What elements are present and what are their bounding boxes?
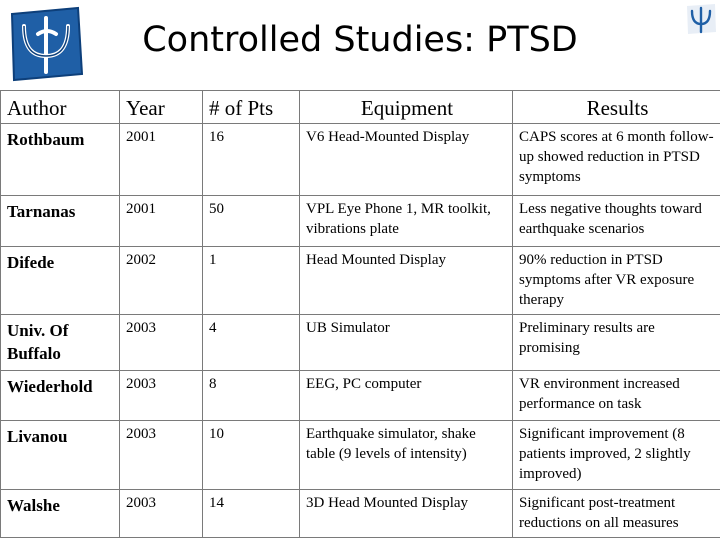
cell-author: Univ. Of Buffalo — [1, 315, 120, 371]
cell-pts: 8 — [203, 371, 300, 421]
cell-year: 2002 — [120, 247, 203, 315]
cell-year: 2001 — [120, 124, 203, 196]
cell-results: CAPS scores at 6 month follow-up showed reduction in PTSD symptoms — [513, 124, 720, 196]
table-header-row — [1, 91, 720, 124]
cell-equipment: VPL Eye Phone 1, MR toolkit, vibrations plate — [300, 196, 513, 247]
header-author: Author — [1, 91, 120, 124]
cell-author: Walshe — [1, 490, 120, 538]
cell-equipment: UB Simulator — [300, 315, 513, 371]
cell-equipment: EEG, PC computer — [300, 371, 513, 421]
cell-pts: 50 — [203, 196, 300, 247]
psi-logo-icon — [4, 4, 86, 84]
cell-author: Livanou — [1, 421, 120, 490]
table-row — [1, 124, 720, 196]
cell-results: Preliminary results are promising — [513, 315, 720, 371]
cell-year: 2003 — [120, 315, 203, 371]
cell-author: Wiederhold — [1, 371, 120, 421]
cell-pts: 16 — [203, 124, 300, 196]
cell-results: Less negative thoughts toward earthquake scenarios — [513, 196, 720, 247]
psi-logo-small-icon — [684, 2, 718, 36]
cell-results: Significant improvement (8 patients improved, 2 slightly improved) — [513, 421, 720, 490]
header-results: Results — [513, 91, 720, 124]
cell-pts: 14 — [203, 490, 300, 538]
cell-year: 2003 — [120, 490, 203, 538]
cell-results: Significant post-treatment reductions on all measures — [513, 490, 720, 538]
cell-year: 2003 — [120, 371, 203, 421]
cell-year: 2001 — [120, 196, 203, 247]
page-title: Controlled Studies: PTSD — [142, 20, 578, 60]
cell-pts: 1 — [203, 247, 300, 315]
cell-equipment: 3D Head Mounted Display — [300, 490, 513, 538]
cell-equipment: Earthquake simulator, shake table (9 levels of intensity) — [300, 421, 513, 490]
header-equipment: Equipment — [300, 91, 513, 124]
cell-author: Rothbaum — [1, 124, 120, 196]
cell-equipment: Head Mounted Display — [300, 247, 513, 315]
table-row — [1, 315, 720, 371]
header-year: Year — [120, 91, 203, 124]
cell-results: 90% reduction in PTSD symptoms after VR exposure therapy — [513, 247, 720, 315]
header-pts: # of Pts — [203, 91, 300, 124]
table-row — [1, 490, 720, 538]
cell-pts: 10 — [203, 421, 300, 490]
cell-equipment: V6 Head-Mounted Display — [300, 124, 513, 196]
cell-year: 2003 — [120, 421, 203, 490]
cell-pts: 4 — [203, 315, 300, 371]
table-row — [1, 196, 720, 247]
table-row — [1, 247, 720, 315]
cell-results: VR environment increased performance on task — [513, 371, 720, 421]
studies-table — [0, 90, 720, 538]
cell-author: Difede — [1, 247, 120, 315]
table-row — [1, 371, 720, 421]
cell-author: Tarnanas — [1, 196, 120, 247]
table-row — [1, 421, 720, 490]
